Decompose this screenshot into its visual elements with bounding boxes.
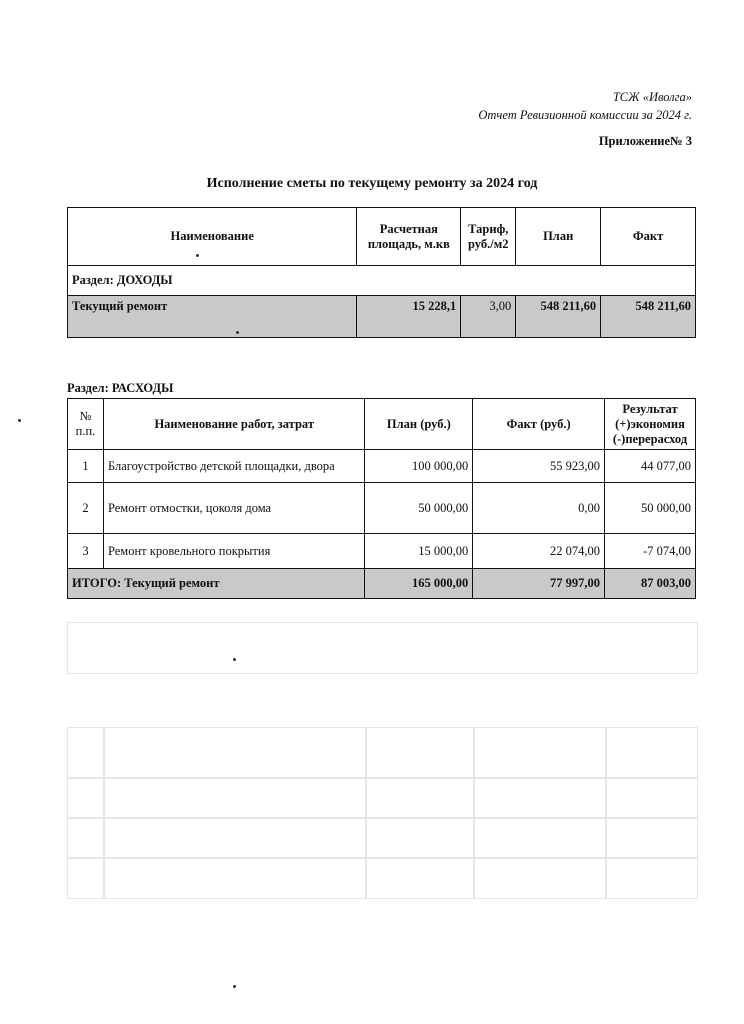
column-header: № п.п. xyxy=(68,399,104,450)
table-row xyxy=(68,450,696,483)
income-header-row xyxy=(68,208,696,266)
expense-table xyxy=(67,398,696,599)
table-row xyxy=(68,534,696,569)
column-header: Расчетная площадь, м.кв xyxy=(357,208,461,266)
area-value: 15 228,1 xyxy=(357,296,461,338)
section-label: Раздел: ДОХОДЫ xyxy=(68,266,696,296)
fact-value: 548 211,60 xyxy=(601,296,696,338)
income-section-row xyxy=(68,266,696,296)
scan-speck xyxy=(233,658,236,661)
row-number: 2 xyxy=(68,483,104,534)
scan-speck xyxy=(233,985,236,988)
fact-value: 22 074,00 xyxy=(473,534,605,569)
column-header: Факт (руб.) xyxy=(473,399,605,450)
bleed-through-shadow xyxy=(67,612,696,942)
tariff-value: 3,00 xyxy=(461,296,516,338)
plan-value: 50 000,00 xyxy=(365,483,473,534)
total-fact: 77 997,00 xyxy=(473,569,605,599)
plan-value: 100 000,00 xyxy=(365,450,473,483)
row-name: Благоустройство детской площадки, двора xyxy=(103,450,365,483)
result-value: 44 077,00 xyxy=(604,450,695,483)
total-result: 87 003,00 xyxy=(604,569,695,599)
income-table xyxy=(67,207,696,338)
scan-speck xyxy=(236,331,239,334)
total-row xyxy=(68,569,696,599)
result-value: 50 000,00 xyxy=(604,483,695,534)
column-header: Наименование работ, затрат xyxy=(103,399,365,450)
row-name: Текущий ремонт xyxy=(68,296,357,338)
row-number: 1 xyxy=(68,450,104,483)
fact-value: 55 923,00 xyxy=(473,450,605,483)
result-value: -7 074,00 xyxy=(604,534,695,569)
column-header: Наименование xyxy=(68,208,357,266)
total-plan: 165 000,00 xyxy=(365,569,473,599)
column-header: Факт xyxy=(601,208,696,266)
expense-header-row xyxy=(68,399,696,450)
row-number: 3 xyxy=(68,534,104,569)
expense-section-label: Раздел: РАСХОДЫ xyxy=(67,381,174,395)
row-name: Ремонт кровельного покрытия xyxy=(103,534,365,569)
scan-speck xyxy=(196,254,199,257)
appendix-label: Приложение№ 3 xyxy=(598,134,692,148)
column-header: Тариф, руб./м2 xyxy=(461,208,516,266)
scan-speck xyxy=(18,419,21,422)
organization-name: ТСЖ «Иволга» xyxy=(612,90,692,104)
fact-value: 0,00 xyxy=(473,483,605,534)
page-title: Исполнение сметы по текущему ремонту за 2024 год xyxy=(206,176,538,191)
column-header: План (руб.) xyxy=(365,399,473,450)
column-header: Результат (+)экономия (-)перерасход xyxy=(604,399,695,450)
row-name: Ремонт отмостки, цоколя дома xyxy=(103,483,365,534)
table-row xyxy=(68,296,696,338)
report-subtitle: Отчет Ревизионной комиссии за 2024 г. xyxy=(478,108,692,122)
plan-value: 15 000,00 xyxy=(365,534,473,569)
column-header: План xyxy=(516,208,601,266)
plan-value: 548 211,60 xyxy=(516,296,601,338)
table-row xyxy=(68,483,696,534)
total-label: ИТОГО: Текущий ремонт xyxy=(68,569,365,599)
